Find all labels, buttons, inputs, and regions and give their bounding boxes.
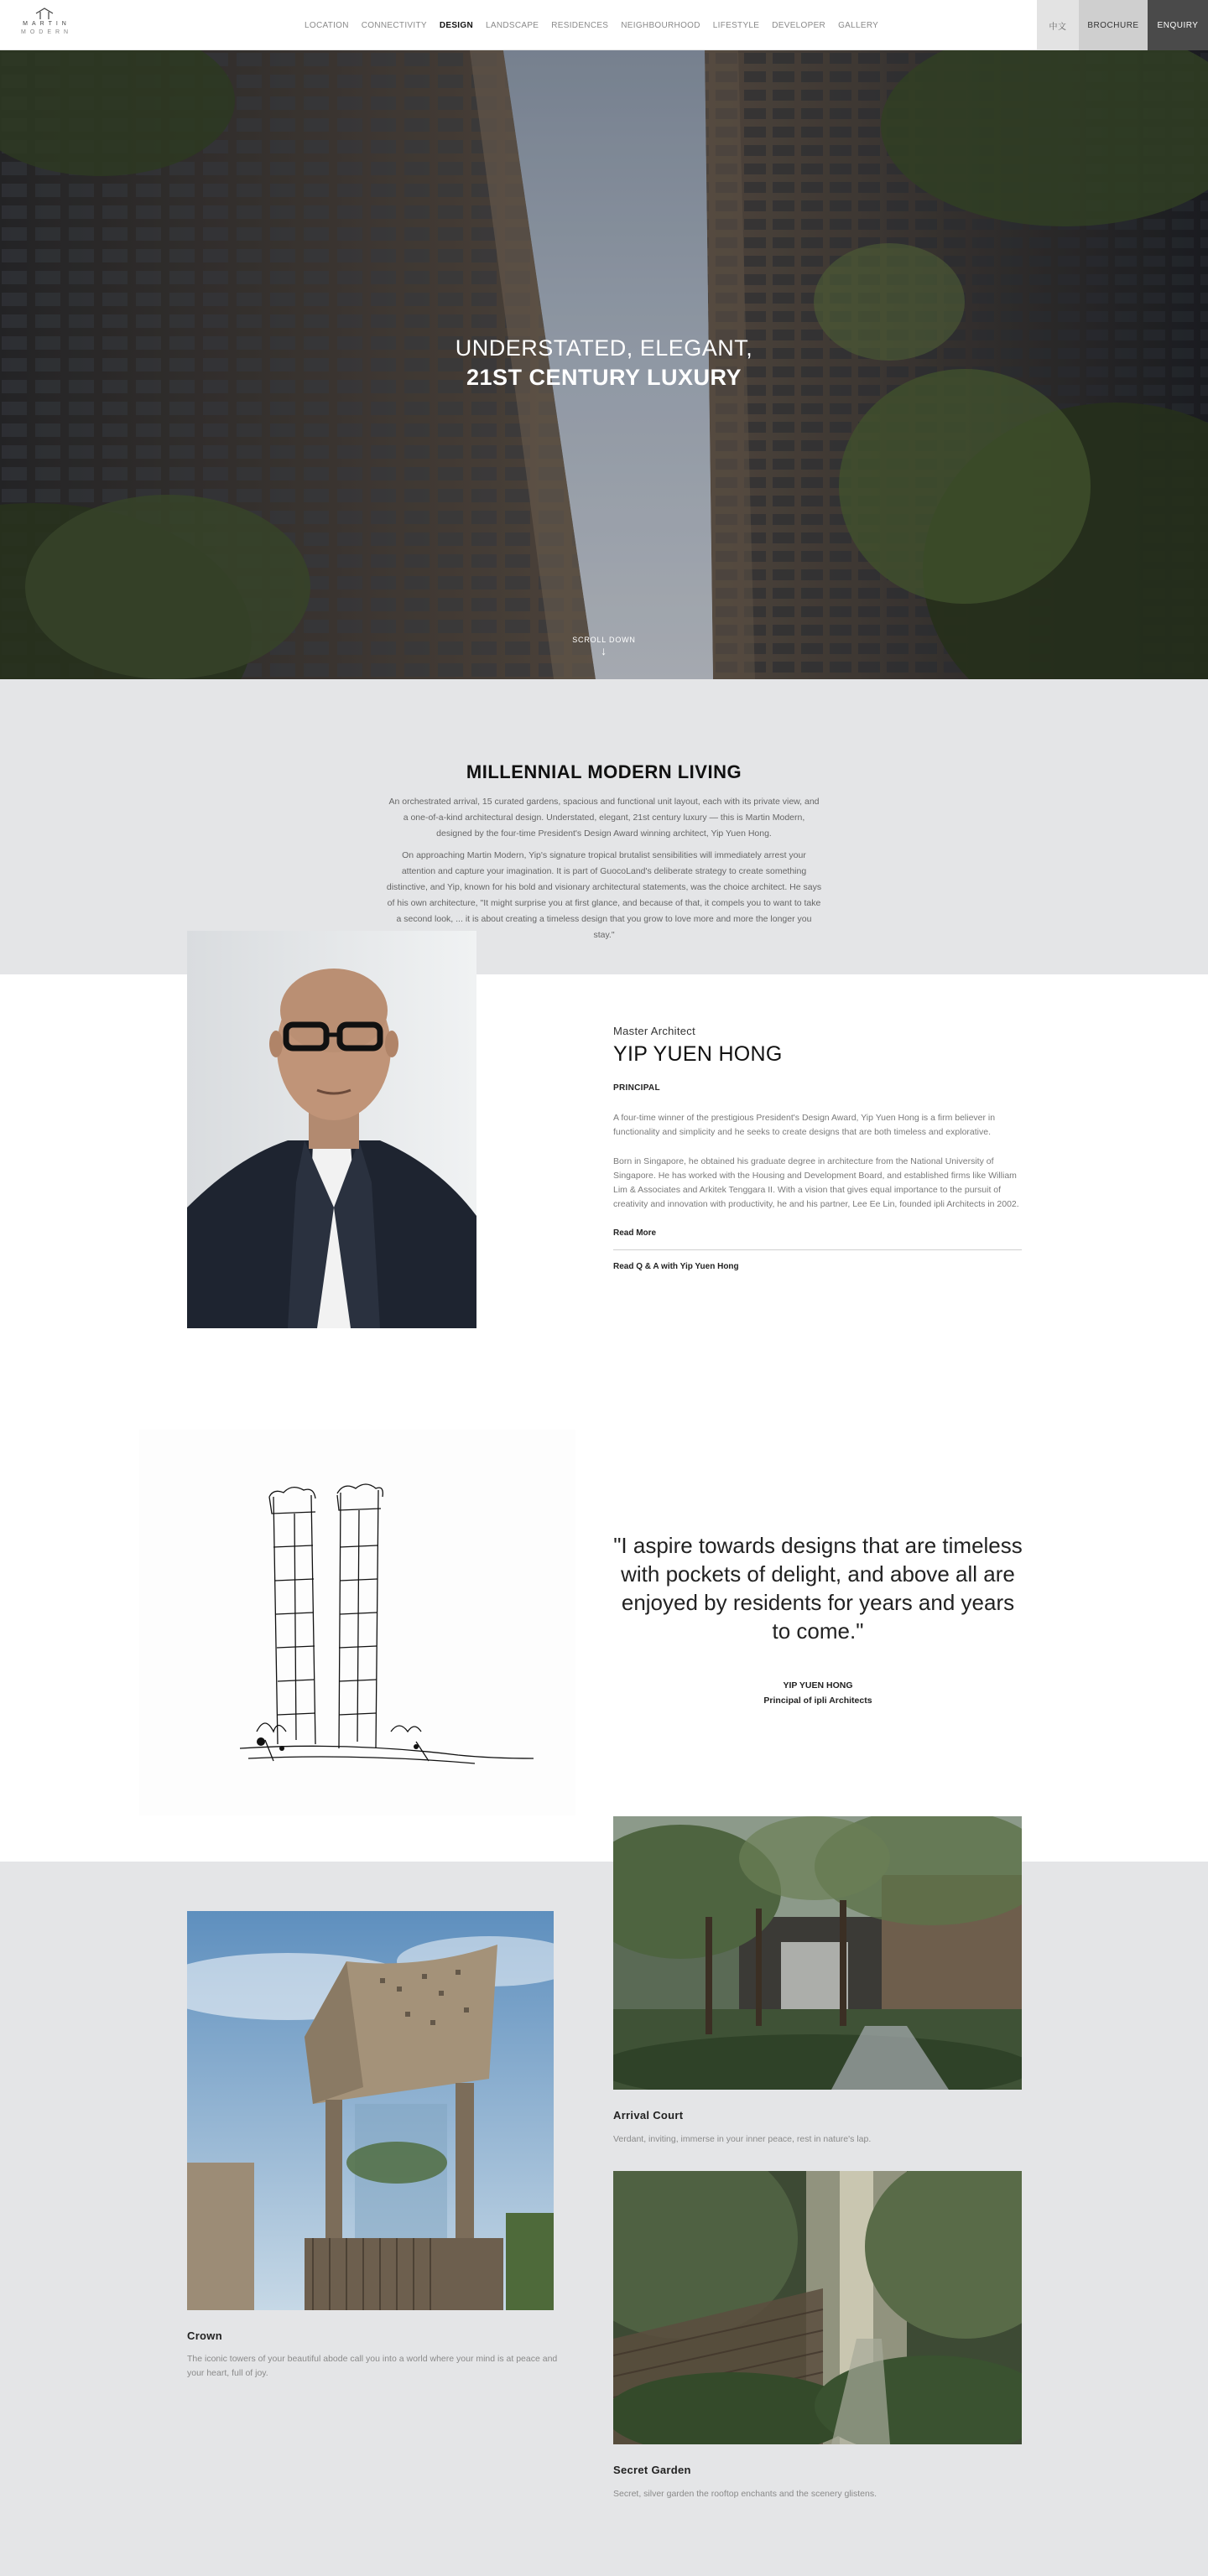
architect-quote: "I aspire towards designs that are timeless with pockets of delight, and above all are enjoyed by residents for years and years to come." bbox=[613, 1533, 1023, 1644]
arrival-court-image[interactable] bbox=[613, 1816, 1022, 2090]
architect-role: Master Architect bbox=[613, 1025, 695, 1037]
tower-sketch-image bbox=[139, 1430, 575, 1815]
intro-paragraph-1: An orchestrated arrival, 15 curated gardens, spacious and functional unit layout, each with its private view, and a one-of-a-kind architectural design. Understated, elegant, 21st century luxury — this is Martin Modern, designed by the four-time President's Design Award winning architect, Yip Yuen Hong. bbox=[388, 797, 820, 839]
intro-paragraph-2: On approaching Martin Modern, Yip's signature tropical brutalist sensibilities will immediately arrest your attention and capture your imagination. It is part of GuocoLand's deliberate strategy to create something distinctive, and Yip, known for his bold and visionary architectural statements, was the choice architect. He says of his own architecture, "It might surprise you at first glance, and because of that, it compels you to want to take a second look, ... it is about creating a timeless design that you grow to love more and more the longer you stay." bbox=[386, 850, 822, 940]
quote-attribution bbox=[612, 1678, 1023, 1708]
arrow-down-icon: ↓ bbox=[601, 644, 607, 657]
brochure-button[interactable]: BROCHURE bbox=[1079, 0, 1148, 50]
read-qa-link[interactable]: Read Q & A with Yip Yuen Hong bbox=[613, 1262, 739, 1271]
logo-line-1: MARTIN bbox=[23, 21, 70, 27]
nav-item-neighbourhood[interactable]: NEIGHBOURHOOD bbox=[621, 20, 700, 30]
nav-item-design[interactable]: DESIGN bbox=[439, 20, 473, 30]
read-more-link[interactable]: Read More bbox=[613, 1228, 657, 1238]
crown-photo bbox=[187, 1911, 554, 2310]
nav-item-connectivity[interactable]: CONNECTIVITY bbox=[361, 20, 427, 30]
intro-title: MILLENNIAL MODERN LIVING bbox=[466, 761, 742, 782]
hero-section bbox=[0, 50, 1208, 679]
architect-bio-2: Born in Singapore, he obtained his graduate degree in architecture from the National University of Singapore. He has worked with the Housing and Development Board, and established firms like William Lim & Associates and Arkitek Tenggara II. With a vision that gives equal importance to the pursuit of creativity and innovation with productivity, he and his partner, Lee Ee Lin, founded ipli Architects in 2002. bbox=[613, 1156, 1019, 1209]
secret-garden-image[interactable] bbox=[613, 2171, 1022, 2444]
arrival-court-desc: Verdant, inviting, immerse in your inner peace, rest in nature's lap. bbox=[613, 2134, 872, 2144]
crown-desc: The iconic towers of your beautiful abode call you into a world where your mind is at peace and your heart, full of joy. bbox=[187, 2354, 558, 2378]
nav-item-developer[interactable]: DEVELOPER bbox=[772, 20, 826, 30]
enquiry-button[interactable]: ENQUIRY bbox=[1148, 0, 1208, 50]
sketch-drawing bbox=[139, 1430, 575, 1815]
main-nav bbox=[305, 0, 891, 50]
quote-author-name: YIP YUEN HONG bbox=[783, 1680, 853, 1690]
language-button[interactable]: 中文 bbox=[1037, 0, 1079, 50]
crown-title: Crown bbox=[187, 2329, 222, 2342]
nav-item-gallery[interactable]: GALLERY bbox=[838, 20, 879, 30]
architect-portrait bbox=[187, 931, 476, 1328]
divider bbox=[613, 1249, 1022, 1250]
portrait-image bbox=[187, 931, 476, 1328]
scroll-down-label: SCROLL DOWN bbox=[572, 636, 636, 644]
nav-item-residences[interactable]: RESIDENCES bbox=[551, 20, 609, 30]
arrival-court-title: Arrival Court bbox=[613, 2109, 684, 2122]
gallery-section bbox=[0, 1862, 1208, 2576]
secret-garden-photo bbox=[613, 2171, 1022, 2444]
architect-name: YIP YUEN HONG bbox=[613, 1042, 783, 1066]
hero-headline bbox=[0, 335, 1208, 391]
site-header bbox=[0, 0, 1208, 50]
logo-line-2: MODERN bbox=[21, 29, 73, 35]
architect-info bbox=[613, 1025, 1022, 1271]
secret-garden-desc: Secret, silver garden the rooftop enchants and the scenery glistens. bbox=[613, 2489, 877, 2499]
arrival-court-photo bbox=[613, 1816, 1022, 2090]
nav-item-location[interactable]: LOCATION bbox=[305, 20, 349, 30]
martin-modern-logo[interactable] bbox=[17, 7, 72, 44]
nav-item-lifestyle[interactable]: LIFESTYLE bbox=[712, 20, 760, 30]
secret-garden-title: Secret Garden bbox=[613, 2464, 691, 2476]
architect-section bbox=[0, 974, 1208, 1444]
hero-line-1: UNDERSTATED, ELEGANT, bbox=[455, 335, 753, 361]
hero-line-2: 21ST CENTURY LUXURY bbox=[466, 365, 742, 390]
building-logo-icon bbox=[34, 7, 55, 20]
architect-bio-1: A four-time winner of the prestigious President's Design Award, Yip Yuen Hong is a firm believer in functionality and simplicity and he seeks to create designs that are both timeless and explorative. bbox=[613, 1113, 996, 1137]
nav-item-landscape[interactable]: LANDSCAPE bbox=[485, 20, 539, 30]
intro-section bbox=[0, 679, 1208, 974]
architect-title: PRINCIPAL bbox=[613, 1083, 660, 1093]
quote-author-title: Principal of ipli Architects bbox=[763, 1696, 872, 1706]
scroll-down-button[interactable] bbox=[0, 636, 1208, 657]
crown-image[interactable] bbox=[187, 1911, 554, 2310]
